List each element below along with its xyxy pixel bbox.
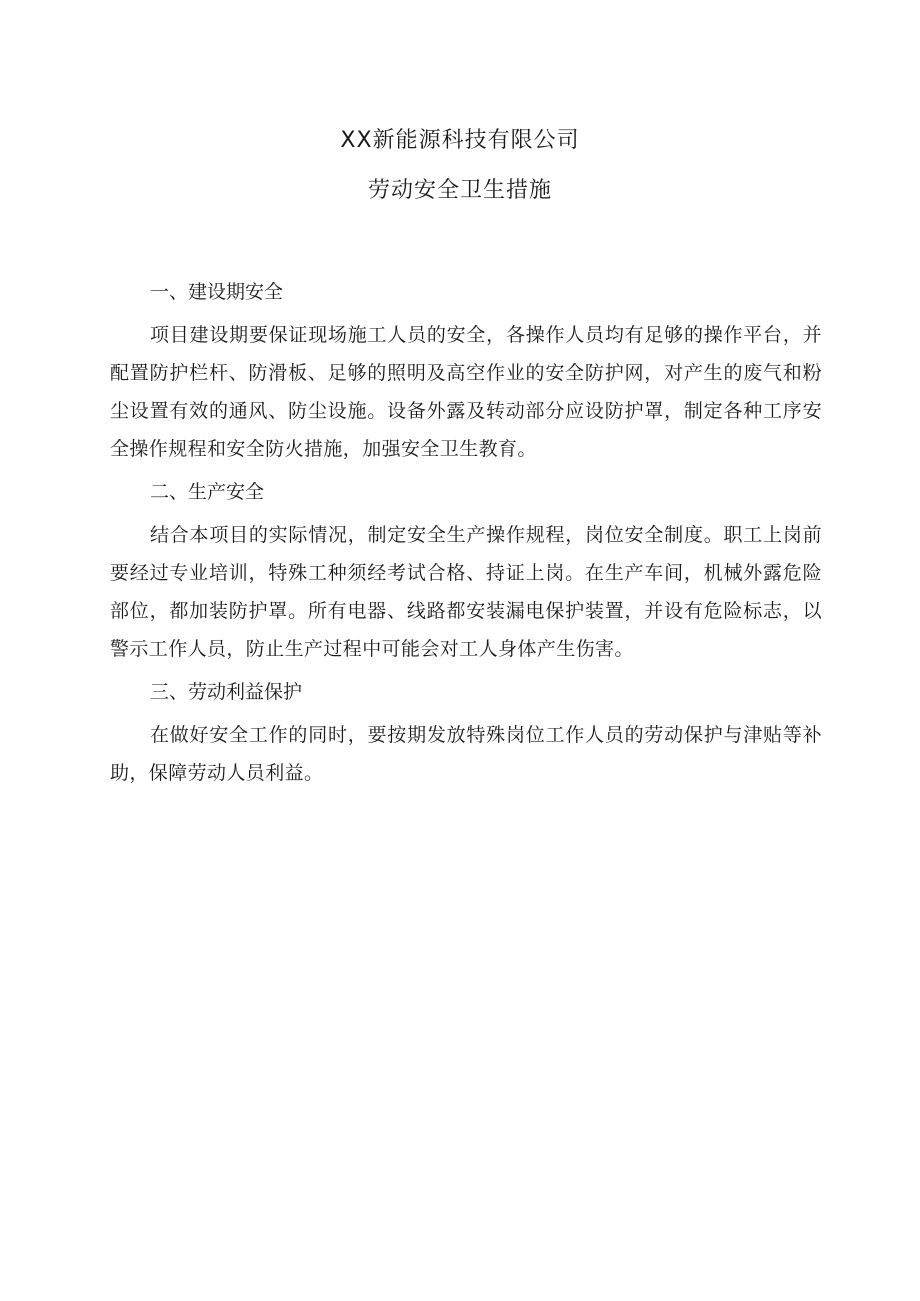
section-body-production: 结合本项目的实际情况，制定安全生产操作规程，岗位安全制度。职工上岗前要经过专业培训，特殊工种须经考试合格、持证上岗。在生产车间，机械外露危险部位，都加装防护罩。所有电器、线路都安装漏电保护装置，并设有危险标志，以警示工作人员，防止生产过程中可能会对工人身体产生伤害。 bbox=[110, 524, 822, 660]
company-name: XX新能源科技有限公司 bbox=[340, 128, 580, 153]
section-heading-labor-protection: 三、劳动利益保护 bbox=[150, 681, 303, 703]
section-body-construction: 项目建设期要保证现场施工人员的安全，各操作人员均有足够的操作平台，并配置防护栏杆、防滑板、足够的照明及高空作业的安全防护网，对产生的废气和粉尘设置有效的通风、防尘设施。设备外露及转动部分应设防护罩，制定各种工序安全操作规程和安全防火措施，加强安全卫生教育。 bbox=[110, 324, 822, 460]
section-heading-construction: 一、建设期安全 bbox=[150, 281, 284, 303]
document-title: 劳动安全卫生措施 bbox=[367, 178, 552, 203]
section-body-labor-protection: 在做好安全工作的同时，要按期发放特殊岗位工作人员的劳动保护与津贴等补助，保障劳动人员利益。 bbox=[110, 724, 822, 784]
title-block bbox=[0, 128, 920, 204]
document-body bbox=[110, 272, 822, 792]
section-heading-production: 二、生产安全 bbox=[150, 481, 265, 503]
